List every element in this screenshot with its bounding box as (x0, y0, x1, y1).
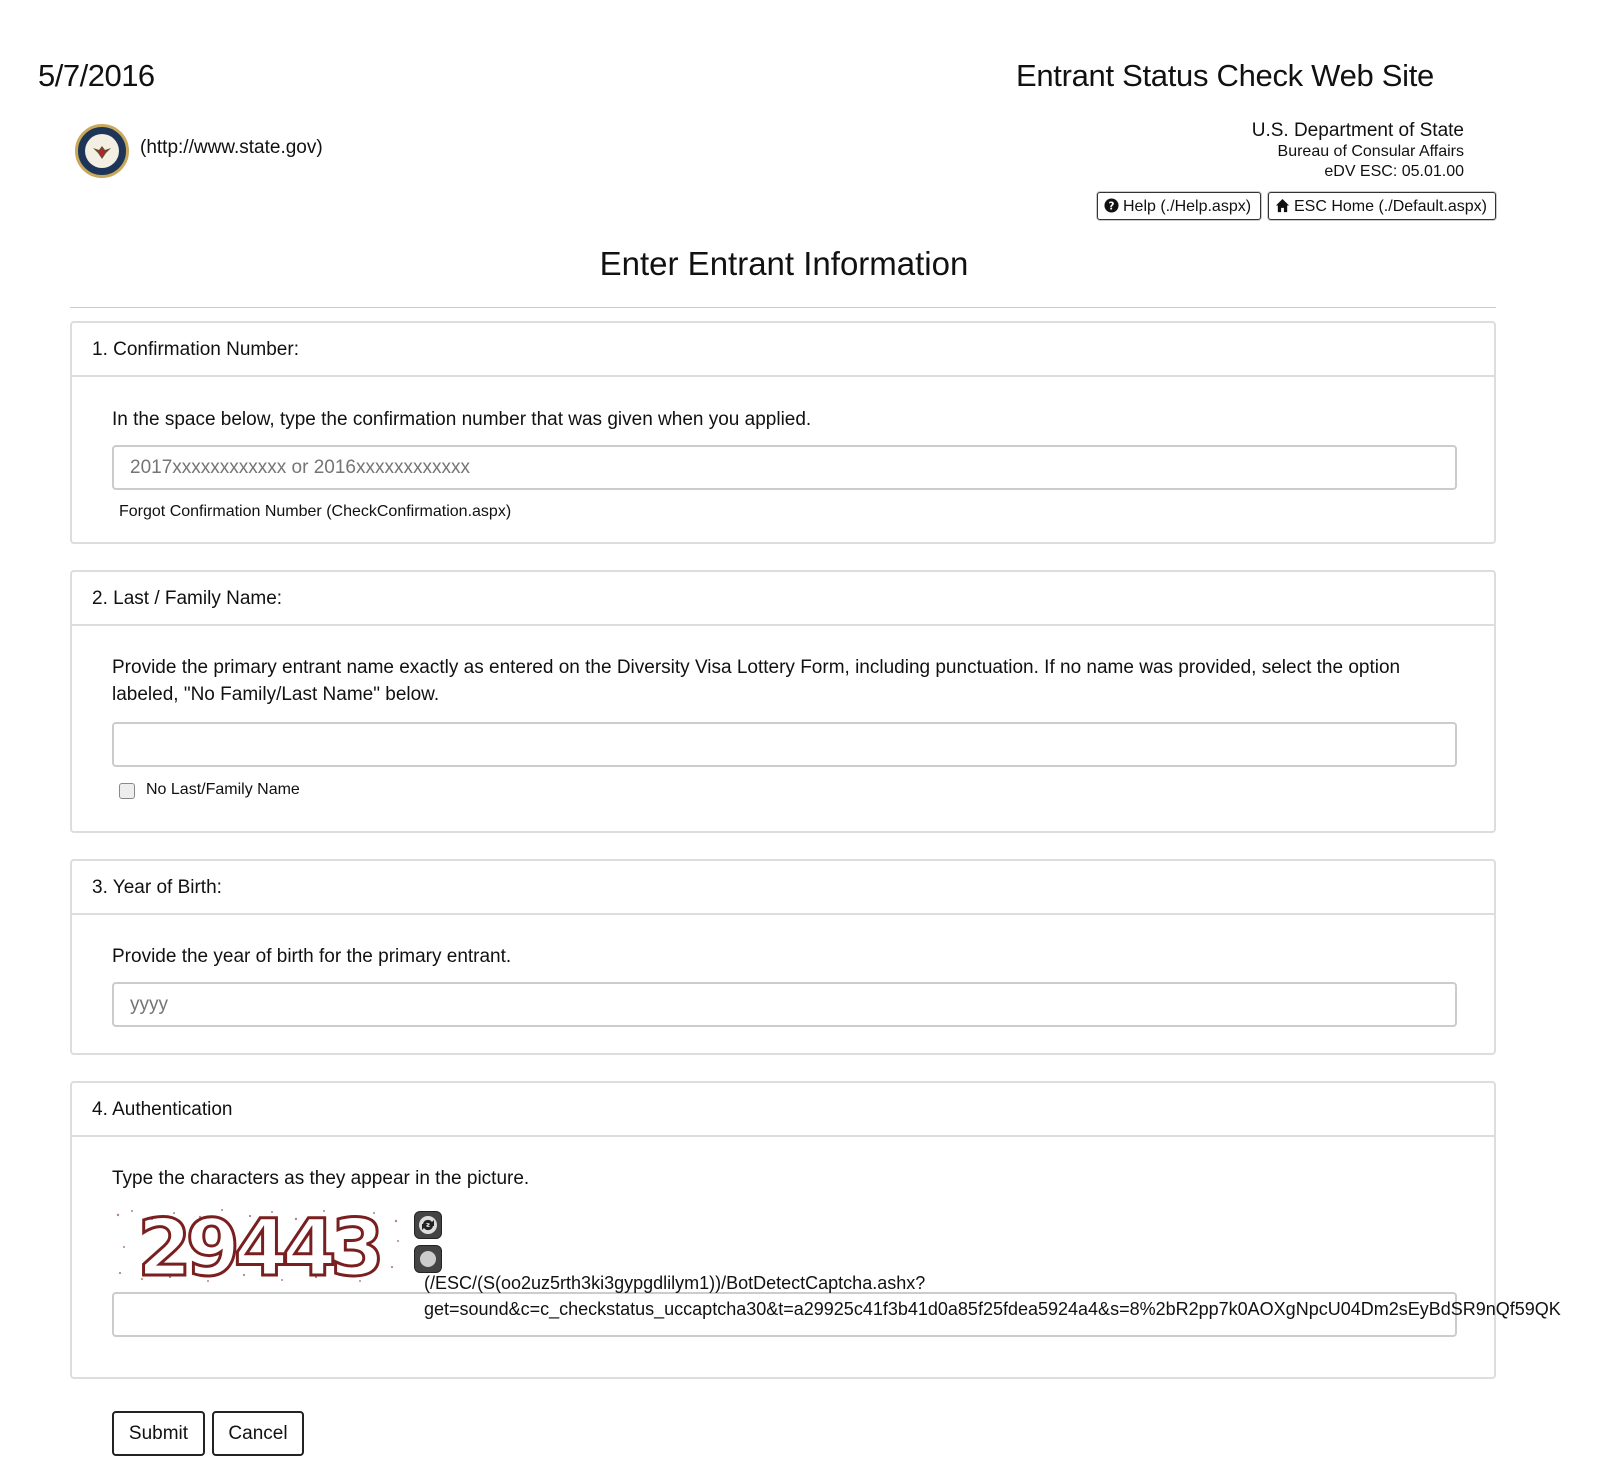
confirmation-number-description: In the space below, type the confirmation number that was given when you applied. (112, 409, 812, 430)
captcha-sound-link-line1: (/ESC/(S(oo2uz5rth3ki3gypgdlilym1))/BotDetectCaptcha.ashx? (424, 1273, 926, 1293)
authentication-panel (70, 1081, 1561, 1379)
svg-text:?: ? (1108, 200, 1115, 213)
esc-home-button-label: ESC Home (./Default.aspx) (1294, 198, 1487, 215)
captcha-image (112, 1207, 404, 1285)
help-button-label: Help (./Help.aspx) (1123, 198, 1252, 215)
captcha-sound-link[interactable] (424, 1270, 1561, 1322)
last-name-panel-title: 2. Last / Family Name: (72, 572, 1494, 626)
state-seal-icon[interactable] (75, 124, 129, 178)
confirmation-number-input[interactable] (112, 445, 1457, 490)
home-icon (1275, 198, 1290, 213)
authentication-panel-title: 4. Authentication (72, 1083, 1494, 1137)
print-date: 5/7/2016 (38, 58, 155, 93)
bureau-name: Bureau of Consular Affairs (1277, 143, 1464, 160)
reload-captcha-icon[interactable] (414, 1211, 442, 1239)
forgot-confirmation-link[interactable]: Forgot Confirmation Number (CheckConfirmation.aspx) (119, 503, 512, 520)
version-label: eDV ESC: 05.01.00 (1324, 163, 1464, 180)
heading-divider (70, 307, 1496, 308)
year-of-birth-panel-title: 3. Year of Birth: (72, 861, 1494, 915)
help-button[interactable] (1097, 192, 1261, 220)
submit-button[interactable]: Submit (112, 1411, 205, 1456)
captcha-sound-link-line2: get=sound&c=c_checkstatus_uccaptcha30&t=a29925c41f3b41d0a85f25fdea5924a4&s=8%2bR2pp7k0AOXgNpcU04Dm2sEyBdSR9nQf59QK (424, 1299, 1561, 1319)
state-gov-link[interactable]: (http://www.state.gov) (140, 137, 323, 158)
year-of-birth-input[interactable] (112, 982, 1457, 1027)
question-circle-icon (1104, 198, 1119, 213)
confirmation-number-panel-title: 1. Confirmation Number: (72, 323, 1494, 377)
last-name-panel (70, 570, 1496, 833)
department-name: U.S. Department of State (1251, 120, 1464, 141)
last-name-input[interactable] (112, 722, 1457, 767)
last-name-description: Provide the primary entrant name exactly as entered on the Diversity Visa Lottery Form, including punctuation. If no name was provided, select the option labeled, "No Family/Last Name" below. (112, 657, 1401, 705)
speaker-icon[interactable] (414, 1245, 442, 1273)
print-page-title: Entrant Status Check Web Site (1015, 58, 1434, 93)
department-info (1252, 120, 1464, 182)
cancel-button[interactable]: Cancel (212, 1411, 304, 1456)
page-heading: Enter Entrant Information (599, 245, 969, 282)
year-of-birth-panel (70, 859, 1496, 1055)
no-last-name-label[interactable]: No Last/Family Name (146, 781, 300, 798)
esc-home-button[interactable] (1268, 192, 1496, 220)
no-last-name-checkbox[interactable] (119, 783, 135, 799)
year-of-birth-description: Provide the year of birth for the primary entrant. (112, 946, 512, 967)
authentication-description: Type the characters as they appear in the picture. (112, 1168, 530, 1189)
confirmation-number-panel (70, 321, 1496, 544)
captcha-characters: 29443 (137, 1207, 379, 1285)
